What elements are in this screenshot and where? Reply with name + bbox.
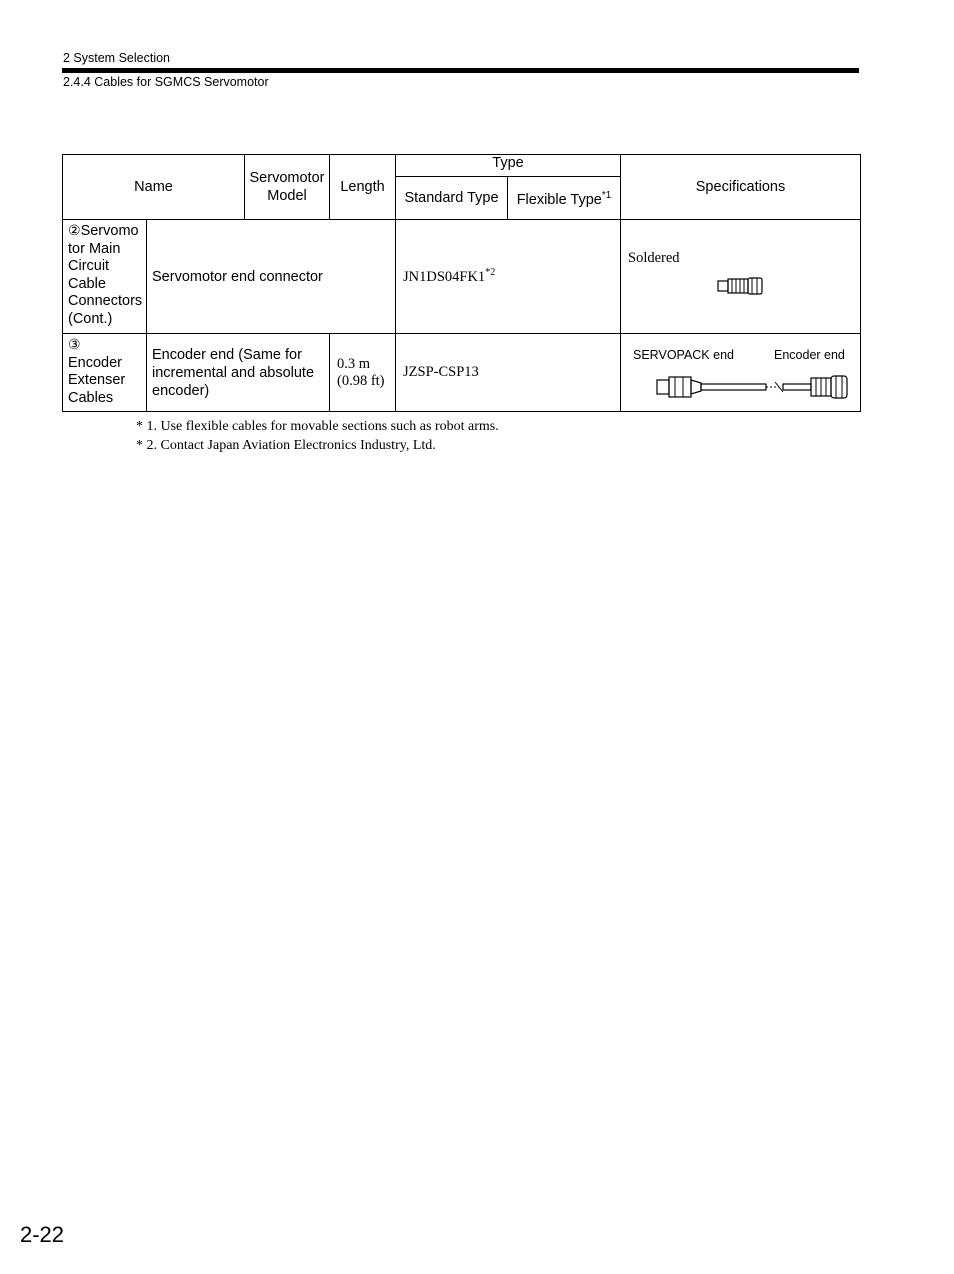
cable-spec-table [62,154,861,412]
servopack-end-label: SERVOPACK end [633,348,734,362]
header-rule [62,68,859,73]
soldered-label: Soldered [628,250,680,266]
header-type: Type [396,155,621,177]
row1-description: Servomotor end connector [147,220,396,334]
header-model: Servomotor Model [245,155,330,220]
encoder-cable-icon [655,374,865,400]
header-specifications: Specifications [621,155,861,220]
row2-spec [621,334,861,412]
row1-name: ②Servomo tor Main Circuit Cable Connectors (Cont.) [63,220,147,334]
header-subsection: 2.4.4 Cables for SGMCS Servomotor [63,75,269,89]
page-number: 2-22 [20,1222,65,1247]
header-length: Length [330,155,396,220]
row2-description: Encoder end (Same for incremental and absolute encoder) [147,334,330,412]
row2-name: ③ Encoder Extenser Cables [63,334,147,412]
encoder-end-label: Encoder end [774,348,845,362]
circled-3-icon: ③ [68,336,81,352]
header-name: Name [63,155,245,220]
footnote-2: * 2. Contact Japan Aviation Electronics Industry, Ltd. [136,438,436,453]
connector-icon [717,276,765,296]
row2-length: 0.3 m (0.98 ft) [330,334,396,412]
header-section: 2 System Selection [63,51,170,65]
row1-spec [621,220,861,334]
row2-part-number: JZSP-CSP13 [396,334,621,412]
header-flexible-type: Flexible Type$^{*1}$ [508,177,621,220]
row1-part-number: JN1DS04FK1$^{*2}$ [396,220,621,334]
header-standard-type: Standard Type [396,177,508,220]
circled-2-icon: ② [68,222,81,238]
footnote-1: * 1. Use flexible cables for movable sections such as robot arms. [136,419,499,434]
